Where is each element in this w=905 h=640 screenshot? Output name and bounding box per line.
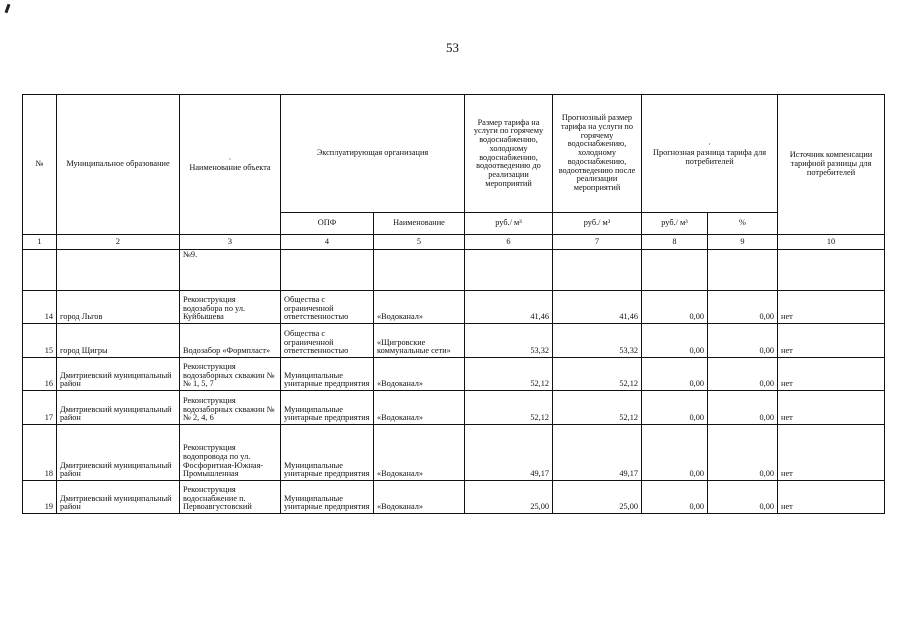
column-number-row bbox=[23, 235, 885, 250]
cell-org-name: «Водоканал» bbox=[374, 425, 465, 481]
cell-org-name: «Водоканал» bbox=[374, 481, 465, 514]
cell-index: 17 bbox=[23, 391, 57, 425]
header-name: Наименование bbox=[374, 213, 465, 235]
header-tariff-forecast: Прогнозный размер тарифа на услуги по горячему водоснабжению, холодному водоснабжению, водоотведению после реализации мероприятий bbox=[553, 95, 642, 213]
cell-index: 18 bbox=[23, 425, 57, 481]
cell-difference-rub: 0,00 bbox=[642, 358, 708, 391]
cell-index: 14 bbox=[23, 291, 57, 324]
cell-tariff-forecast bbox=[553, 250, 642, 291]
cell-tariff-forecast: 41,46 bbox=[553, 291, 642, 324]
cell-index: 16 bbox=[23, 358, 57, 391]
cell-difference-pct: 0,00 bbox=[708, 425, 778, 481]
table-row bbox=[23, 291, 885, 324]
cell-object: Реконструкция водозабора по ул. Куйбышева bbox=[180, 291, 281, 324]
cell-tariff-forecast: 53,32 bbox=[553, 324, 642, 358]
cell-object: Водозабор «Формпласт» bbox=[180, 324, 281, 358]
header-unit-8: руб./ м³ bbox=[642, 213, 708, 235]
cell-municipality: Дмитриевский муниципальный район bbox=[57, 358, 180, 391]
cell-municipality: Дмитриевский муниципальный район bbox=[57, 481, 180, 514]
cell-source: нет bbox=[778, 291, 885, 324]
cell-opf: Общества с ограниченной ответственностью bbox=[281, 324, 374, 358]
cell-source bbox=[778, 250, 885, 291]
cell-municipality: город Льгов bbox=[57, 291, 180, 324]
table-row bbox=[23, 324, 885, 358]
cell-tariff-current: 52,12 bbox=[465, 358, 553, 391]
cell-municipality bbox=[57, 250, 180, 291]
cell-difference-pct: 0,00 bbox=[708, 324, 778, 358]
tariff-table bbox=[22, 94, 885, 514]
header-object-label: Наименование объекта bbox=[189, 163, 271, 173]
header-operator: Эксплуатирующая организация bbox=[281, 95, 465, 213]
cell-tariff-current: 41,46 bbox=[465, 291, 553, 324]
header-unit-7: руб./ м³ bbox=[553, 213, 642, 235]
header-unit-6: руб./ м³ bbox=[465, 213, 553, 235]
scan-artifact-mark bbox=[5, 4, 11, 13]
cell-opf: Общества с ограниченной ответственностью bbox=[281, 291, 374, 324]
cell-difference-rub: 0,00 bbox=[642, 425, 708, 481]
cell-difference-rub: 0,00 bbox=[642, 324, 708, 358]
cell-difference-pct: 0,00 bbox=[708, 391, 778, 425]
cell-opf bbox=[281, 250, 374, 291]
cell-source: нет bbox=[778, 391, 885, 425]
cell-difference-pct bbox=[708, 250, 778, 291]
cell-opf: Муниципальные унитарные предприятия bbox=[281, 481, 374, 514]
header-source: Источник компенсации тарифной разницы для потребителей bbox=[778, 95, 885, 235]
cell-org-name: «Водоканал» bbox=[374, 291, 465, 324]
column-number: 3 bbox=[180, 235, 281, 250]
column-number: 5 bbox=[374, 235, 465, 250]
cell-org-name: «Щигровские коммунальные сети» bbox=[374, 324, 465, 358]
cell-object: Реконструкция водозаборных скважин №№ 1, 5, 7 bbox=[180, 358, 281, 391]
cell-source: нет bbox=[778, 481, 885, 514]
column-number: 7 bbox=[553, 235, 642, 250]
header-opf: ОПФ bbox=[281, 213, 374, 235]
cell-difference-rub: 0,00 bbox=[642, 481, 708, 514]
table-row-continued bbox=[23, 250, 885, 291]
cell-source: нет bbox=[778, 425, 885, 481]
cell-index: 15 bbox=[23, 324, 57, 358]
column-number: 1 bbox=[23, 235, 57, 250]
table-row bbox=[23, 425, 885, 481]
cell-index: 19 bbox=[23, 481, 57, 514]
cell-tariff-forecast: 52,12 bbox=[553, 391, 642, 425]
cell-municipality: город Щигры bbox=[57, 324, 180, 358]
cell-object: Реконструкция водоснабжение п. Первоавгустовский bbox=[180, 481, 281, 514]
cell-opf: Муниципальные унитарные предприятия bbox=[281, 425, 374, 481]
cell-tariff-forecast: 49,17 bbox=[553, 425, 642, 481]
cell-tariff-current: 52,12 bbox=[465, 391, 553, 425]
column-number: 9 bbox=[708, 235, 778, 250]
header-unit-9: % bbox=[708, 213, 778, 235]
cell-source: нет bbox=[778, 324, 885, 358]
column-number: 10 bbox=[778, 235, 885, 250]
column-number: 8 bbox=[642, 235, 708, 250]
header-difference-label: Прогнозная разница тарифа для потребителей bbox=[652, 147, 767, 166]
header-index: № bbox=[23, 95, 57, 235]
cell-tariff-current bbox=[465, 250, 553, 291]
cell-municipality: Дмитриевский муниципальный район bbox=[57, 391, 180, 425]
cell-tariff-current: 25,00 bbox=[465, 481, 553, 514]
cell-object: №9. bbox=[180, 250, 281, 291]
cell-org-name: «Водоканал» bbox=[374, 358, 465, 391]
cell-object: Реконструкция водопровода по ул. Фосфоритная-Южная-Промышленная bbox=[180, 425, 281, 481]
cell-tariff-current: 53,32 bbox=[465, 324, 553, 358]
cell-tariff-forecast: 52,12 bbox=[553, 358, 642, 391]
column-number: 4 bbox=[281, 235, 374, 250]
cell-municipality: Дмитриевский муниципальный район bbox=[57, 425, 180, 481]
table-header-row bbox=[23, 95, 885, 213]
cell-difference-rub bbox=[642, 250, 708, 291]
cell-difference-pct: 0,00 bbox=[708, 291, 778, 324]
table-row bbox=[23, 481, 885, 514]
cell-org-name: «Водоканал» bbox=[374, 391, 465, 425]
cell-difference-pct: 0,00 bbox=[708, 358, 778, 391]
cell-opf: Муниципальные унитарные предприятия bbox=[281, 391, 374, 425]
header-object: · Наименование объекта bbox=[180, 95, 281, 235]
cell-org-name bbox=[374, 250, 465, 291]
cell-difference-rub: 0,00 bbox=[642, 391, 708, 425]
header-municipality: Муниципальное образование bbox=[57, 95, 180, 235]
cell-tariff-forecast: 25,00 bbox=[553, 481, 642, 514]
column-number: 6 bbox=[465, 235, 553, 250]
table-row bbox=[23, 358, 885, 391]
cell-object: Реконструкция водозаборных скважин №№ 2, 4, 6 bbox=[180, 391, 281, 425]
cell-tariff-current: 49,17 bbox=[465, 425, 553, 481]
page-number: 53 bbox=[446, 40, 459, 55]
table-row bbox=[23, 391, 885, 425]
cell-difference-pct: 0,00 bbox=[708, 481, 778, 514]
cell-opf: Муниципальные унитарные предприятия bbox=[281, 358, 374, 391]
cell-source: нет bbox=[778, 358, 885, 391]
cell-difference-rub: 0,00 bbox=[642, 291, 708, 324]
header-difference: · Прогнозная разница тарифа для потребителей bbox=[642, 95, 778, 213]
header-tariff-current: Размер тарифа на услуги по горячему водоснабжению, холодному водоснабжению, водоотведению до реализации мероприятий bbox=[465, 95, 553, 213]
cell-index bbox=[23, 250, 57, 291]
column-number: 2 bbox=[57, 235, 180, 250]
